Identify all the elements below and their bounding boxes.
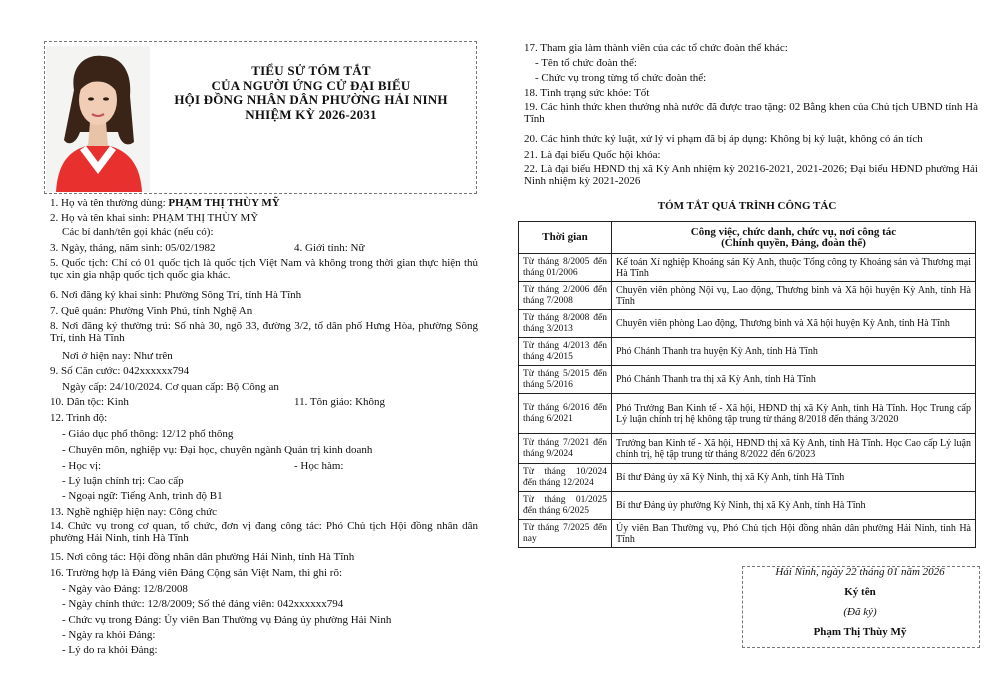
career-time-cell: Từ tháng 4/2013 đến tháng 4/2015 bbox=[519, 338, 612, 366]
career-time-cell: Từ tháng 8/2005 đến tháng 01/2006 bbox=[519, 254, 612, 282]
career-description-cell: Phó Chánh Thanh tra huyện Kỳ Anh, tỉnh Hà Tĩnh bbox=[612, 338, 976, 366]
career-table-row bbox=[519, 282, 976, 310]
field-workplace: 15. Nơi công tác: Hội đồng nhân dân phường Hải Ninh, tỉnh Hà Tĩnh bbox=[50, 551, 355, 563]
career-description-cell: Chuyên viên phòng Lao động, Thương binh và Xã hội huyện Kỳ Anh, tỉnh Hà Tĩnh bbox=[612, 310, 976, 338]
field-party-join-date: - Ngày vào Đảng: 12/8/2008 bbox=[62, 583, 188, 595]
career-time-cell: Từ tháng 7/2021 đến tháng 9/2024 bbox=[519, 434, 612, 464]
career-time-cell: Từ tháng 6/2016 đến tháng 6/2021 bbox=[519, 394, 612, 434]
career-description-cell: Bí thư Đảng ủy xã Kỳ Ninh, thị xã Kỳ Anh, tỉnh Hà Tĩnh bbox=[612, 464, 976, 492]
candidate-photo bbox=[46, 46, 150, 192]
field-party-official-date: - Ngày chính thức: 12/8/2009; Số thẻ đảng viên: 042xxxxxx794 bbox=[62, 598, 344, 610]
career-table-row bbox=[519, 464, 976, 492]
field-education: 12. Trình độ: bbox=[50, 412, 108, 424]
field-birth-date: 3. Ngày, tháng, năm sinh: 05/02/1982 bbox=[50, 242, 216, 254]
title-line-3: HỘI ĐỒNG NHÂN DÂN PHƯỜNG HẢI NINH bbox=[174, 92, 448, 107]
career-time-cell: Từ tháng 5/2015 đến tháng 5/2016 bbox=[519, 366, 612, 394]
career-table-header bbox=[519, 222, 976, 254]
career-table-row bbox=[519, 434, 976, 464]
field-party-leave-date: - Ngày ra khỏi Đảng: bbox=[62, 629, 156, 641]
field-religion: 11. Tôn giáo: Không bbox=[294, 396, 386, 408]
column-header-time: Thời gian bbox=[519, 222, 612, 254]
career-time-cell: Từ tháng 01/2025 đến tháng 6/2025 bbox=[519, 492, 612, 520]
signature-place-date: Hải Ninh, ngày 22 tháng 01 năm 2026 bbox=[775, 566, 945, 578]
title-line-2: CỦA NGƯỜI ỨNG CỬ ĐẠI BIỂU bbox=[211, 77, 411, 93]
field-party-position: - Chức vụ trong Đảng: Ủy viên Ban Thường vụ Đảng ủy phường Hải Ninh bbox=[62, 614, 392, 626]
signature-label: Ký tên bbox=[844, 586, 876, 598]
field-national-assembly: 21. Là đại biểu Quốc hội khóa: bbox=[524, 149, 661, 161]
field-id-number: 9. Số Căn cước: 042xxxxxx794 bbox=[50, 365, 190, 377]
field-degree: - Học vị: bbox=[62, 460, 102, 472]
career-table-row bbox=[519, 520, 976, 548]
field-hometown: 7. Quê quán: Phường Vinh Phú, tỉnh Nghệ An bbox=[50, 305, 253, 317]
field-discipline: 20. Các hình thức kỷ luật, xử lý vi phạm đã bị áp dụng: Không bị kỷ luật, không có án tích bbox=[524, 133, 923, 145]
career-description-cell: Ủy viên Ban Thường vụ, Phó Chủ tịch Hội đồng nhân dân phường Hải Ninh, tỉnh Hà Tĩnh bbox=[612, 520, 976, 548]
career-table-row bbox=[519, 338, 976, 366]
field-specialty: - Chuyên môn, nghiệp vụ: Đại học, chuyên ngành Quản trị kinh doanh bbox=[62, 444, 373, 456]
career-table bbox=[518, 221, 976, 548]
career-table-row bbox=[519, 254, 976, 282]
title-line-4: NHIỆM KỲ 2026-2031 bbox=[245, 106, 377, 122]
field-alias: Các bí danh/tên gọi khác (nếu có): bbox=[62, 226, 214, 238]
field-awards: 19. Các hình thức khen thưởng nhà nước đã được trao tặng: 02 Bằng khen của Chủ tịch UBND tỉnh Hà Tĩnh bbox=[524, 101, 979, 125]
field-label: 1. Họ và tên thường dùng: bbox=[50, 197, 169, 209]
field-academic-title: - Học hàm: bbox=[294, 460, 344, 472]
career-description-cell: Bí thư Đảng ủy phường Kỳ Ninh, thị xã Kỳ Anh, tỉnh Hà Tĩnh bbox=[612, 492, 976, 520]
field-position: 14. Chức vụ trong cơ quan, tổ chức, đơn vị đang công tác: Phó Chủ tịch Hội đồng nhân dân phường Hải Ninh, tỉnh Hà Tĩnh bbox=[50, 520, 478, 544]
career-description-cell: Kế toán Xí nghiệp Khoáng sản Kỳ Anh, thuộc Tổng công ty Khoáng sản và Thương mại Hà Tĩnh bbox=[612, 254, 976, 282]
career-table-row bbox=[519, 366, 976, 394]
field-birth-name: 2. Họ và tên khai sinh: PHẠM THỊ THÙY MỸ bbox=[50, 212, 259, 224]
signature-status: (Đã ký) bbox=[843, 606, 877, 618]
career-time-cell: Từ tháng 10/2024 đến tháng 12/2024 bbox=[519, 464, 612, 492]
career-time-cell: Từ tháng 2/2006 đến tháng 7/2008 bbox=[519, 282, 612, 310]
field-health: 18. Tình trạng sức khỏe: Tốt bbox=[524, 87, 650, 99]
field-ethnicity: 10. Dân tộc: Kinh bbox=[50, 396, 129, 408]
career-description-cell: Chuyên viên phòng Nội vụ, Lao động, Thương binh và Xã hội huyện Kỳ Anh, tỉnh Hà Tĩnh bbox=[612, 282, 976, 310]
field-occupation: 13. Nghề nghiệp hiện nay: Công chức bbox=[50, 506, 217, 518]
career-time-cell: Từ tháng 7/2025 đến nay bbox=[519, 520, 612, 548]
title-line-1: TIỂU SỬ TÓM TẮT bbox=[251, 63, 371, 78]
field-party-member: 16. Trường hợp là Đảng viên Đảng Cộng sản Việt Nam, thì ghi rõ: bbox=[50, 567, 343, 579]
field-general-education: - Giáo dục phổ thông: 12/12 phổ thông bbox=[62, 428, 234, 440]
portrait-image bbox=[46, 46, 150, 192]
field-current-residence: Nơi ở hiện nay: Như trên bbox=[62, 350, 173, 362]
career-time-cell: Từ tháng 8/2008 đến tháng 3/2013 bbox=[519, 310, 612, 338]
career-table-row bbox=[519, 310, 976, 338]
career-section-title: TÓM TẮT QUÁ TRÌNH CÔNG TÁC bbox=[657, 200, 837, 212]
field-gender: 4. Giới tính: Nữ bbox=[294, 242, 365, 254]
career-description-cell: Phó Trưởng Ban Kinh tế - Xã hội, HĐND thị xã Kỳ Anh, tỉnh Hà Tĩnh. Học Trung cấp Lý luận chính trị hệ không tập trung từ tháng 8/2018 đến tháng 3/2020 bbox=[612, 394, 976, 434]
career-description-cell: Trưởng ban Kinh tế - Xã hội, HĐND thị xã Kỳ Anh, tỉnh Hà Tĩnh. Học Cao cấp Lý luận chính trị, hệ tập trung từ tháng 8/2022 đến 6/2023 bbox=[612, 434, 976, 464]
career-table-row bbox=[519, 492, 976, 520]
field-party-leave-reason: - Lý do ra khỏi Đảng: bbox=[62, 644, 158, 656]
career-description-cell: Phó Chánh Thanh tra thị xã Kỳ Anh, tỉnh Hà Tĩnh bbox=[612, 366, 976, 394]
field-organization-name: - Tên tổ chức đoàn thể: bbox=[535, 57, 637, 69]
field-nationality: 5. Quốc tịch: Chỉ có 01 quốc tịch là quốc tịch Việt Nam và không trong thời gian thực hiện thủ tục xin gia nhập quốc tịch quốc gia khác. bbox=[50, 257, 478, 281]
document-title bbox=[150, 64, 472, 122]
field-permanent-residence: 8. Nơi đăng ký thường trú: Số nhà 30, ngõ 33, đường 3/2, tổ dân phố Hưng Hòa, phường Sông Trí, tỉnh Hà Tĩnh bbox=[50, 320, 478, 344]
field-common-name bbox=[50, 197, 280, 209]
field-id-issued: Ngày cấp: 24/10/2024. Cơ quan cấp: Bộ Công an bbox=[62, 381, 279, 393]
candidate-name: PHẠM THỊ THÙY MỸ bbox=[168, 197, 280, 209]
column-header-description-line1: Công việc, chức danh, chức vụ, nơi công tác bbox=[690, 225, 897, 238]
field-council-delegate: 22. Là đại biểu HĐND thị xã Kỳ Anh nhiệm kỳ 20216-2021, 2021-2026; Đại biểu HĐND phường Hải Ninh nhiệm kỳ 2021-2026 bbox=[524, 163, 978, 187]
career-table-row bbox=[519, 394, 976, 434]
field-political-theory: - Lý luận chính trị: Cao cấp bbox=[62, 475, 184, 487]
field-organization-role: - Chức vụ trong từng tổ chức đoàn thể: bbox=[535, 72, 707, 84]
column-header-description bbox=[612, 222, 976, 254]
column-header-description-line2: (Chính quyền, Đảng, đoàn thể) bbox=[721, 236, 866, 249]
field-birth-registration: 6. Nơi đăng ký khai sinh: Phường Sông Trí, tỉnh Hà Tĩnh bbox=[50, 289, 302, 301]
signature-name: Phạm Thị Thùy Mỹ bbox=[813, 626, 907, 638]
field-organizations: 17. Tham gia làm thành viên của các tổ chức đoàn thể khác: bbox=[524, 42, 788, 54]
field-foreign-language: - Ngoại ngữ: Tiếng Anh, trình độ B1 bbox=[62, 490, 223, 502]
